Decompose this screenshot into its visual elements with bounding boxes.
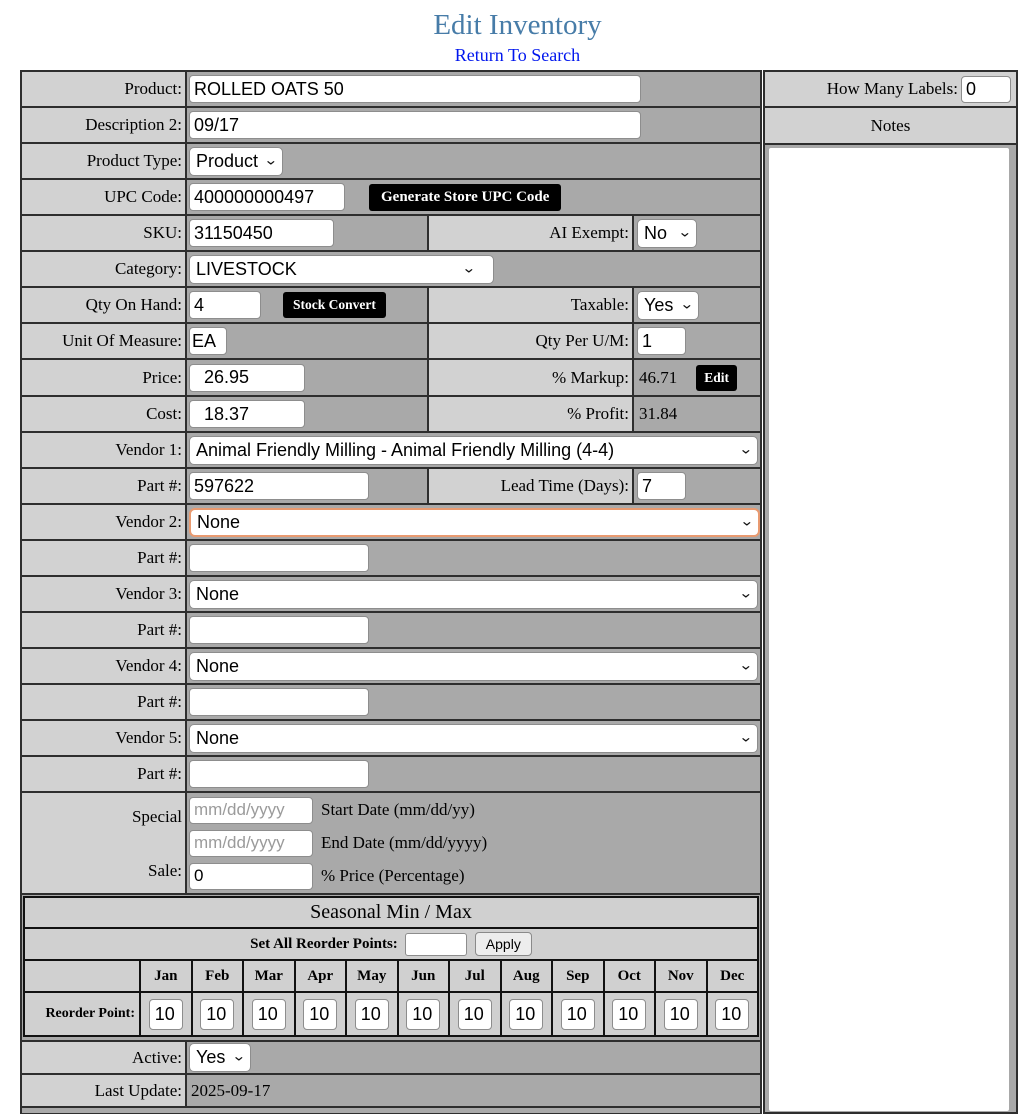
chevron-down-icon: ⌄ xyxy=(231,1047,247,1064)
vendor2-value: None xyxy=(197,511,241,532)
qty-on-hand-row xyxy=(22,288,760,324)
reorder-point-input[interactable] xyxy=(509,999,543,1030)
special-sale-row xyxy=(22,793,760,895)
return-link-wrap xyxy=(0,45,1035,66)
month-header: Apr xyxy=(294,961,346,993)
reorder-point-input[interactable] xyxy=(664,999,698,1030)
month-header: Jan xyxy=(139,961,191,993)
chevron-down-icon: ⌄ xyxy=(738,584,754,601)
vendor5-label: Vendor 5: xyxy=(22,721,187,755)
how-many-labels-label: How Many Labels: xyxy=(826,79,958,98)
chevron-down-icon: ⌄ xyxy=(739,512,755,529)
vendor4-value: None xyxy=(196,655,240,676)
month-header-spacer xyxy=(25,961,139,993)
part4-input[interactable] xyxy=(189,688,369,716)
qty-per-um-input[interactable] xyxy=(637,327,686,355)
part4-row xyxy=(22,685,760,721)
part5-label: Part #: xyxy=(22,757,187,791)
generate-upc-button[interactable]: Generate Store UPC Code xyxy=(369,184,561,211)
category-value: LIVESTOCK xyxy=(196,258,297,279)
notes-header: Notes xyxy=(765,108,1016,145)
sale-end-caption: End Date (mm/dd/yyyy) xyxy=(321,833,488,852)
upc-label: UPC Code: xyxy=(22,180,187,214)
vendor3-row xyxy=(22,577,760,613)
month-header: Jul xyxy=(448,961,500,993)
month-header: Feb xyxy=(191,961,243,993)
profit-label: % Profit: xyxy=(427,397,634,431)
price-row xyxy=(22,360,760,397)
vendor4-select[interactable] xyxy=(189,652,758,681)
part5-input[interactable] xyxy=(189,760,369,788)
month-header: Jun xyxy=(397,961,449,993)
vendor3-select[interactable] xyxy=(189,580,758,609)
unit-of-measure-input[interactable] xyxy=(189,327,227,355)
product-row xyxy=(22,72,760,108)
sale-percent-caption: % Price (Percentage) xyxy=(321,866,465,885)
reorder-point-input[interactable] xyxy=(355,999,389,1030)
reorder-point-input[interactable] xyxy=(458,999,492,1030)
seasonal-title: Seasonal Min / Max xyxy=(25,898,757,929)
ai-exempt-value: No xyxy=(644,222,668,243)
how-many-labels-input[interactable] xyxy=(961,76,1011,103)
upc-input[interactable] xyxy=(189,183,345,211)
lead-time-input[interactable] xyxy=(637,472,686,500)
sku-input[interactable] xyxy=(189,219,334,247)
inventory-form-table xyxy=(20,70,762,1114)
category-row xyxy=(22,252,760,288)
month-header: Dec xyxy=(706,961,758,993)
qty-on-hand-input[interactable] xyxy=(189,291,261,319)
page-title: Edit Inventory xyxy=(433,9,602,41)
month-header: Aug xyxy=(500,961,552,993)
lead-time-label: Lead Time (Days): xyxy=(427,469,634,503)
special-sale-label-top: Special xyxy=(131,807,182,826)
apply-button[interactable]: Apply xyxy=(475,932,532,956)
last-update-label: Last Update: xyxy=(22,1075,187,1106)
ai-exempt-select[interactable] xyxy=(637,219,697,248)
labels-notes-panel xyxy=(763,70,1018,1114)
taxable-label: Taxable: xyxy=(427,288,634,322)
last-update-value: 2025-09-17 xyxy=(191,1080,271,1100)
seasonal-row xyxy=(22,895,760,1042)
part1-input[interactable] xyxy=(189,472,369,500)
vendor2-label: Vendor 2: xyxy=(22,505,187,539)
category-select[interactable] xyxy=(189,255,494,284)
month-header: Sep xyxy=(551,961,603,993)
part3-label: Part #: xyxy=(22,613,187,647)
stock-convert-button[interactable]: Stock Convert xyxy=(283,292,386,318)
price-input[interactable] xyxy=(189,364,305,392)
vendor1-row xyxy=(22,433,760,469)
markup-label: % Markup: xyxy=(427,360,634,395)
clipped-bottom-row xyxy=(22,1108,760,1113)
vendor4-label: Vendor 4: xyxy=(22,649,187,683)
product-type-value: Product xyxy=(196,150,259,171)
reorder-point-input[interactable] xyxy=(149,999,183,1030)
reorder-point-input[interactable] xyxy=(715,999,749,1030)
cost-input[interactable] xyxy=(189,400,305,428)
qty-per-um-label: Qty Per U/M: xyxy=(427,324,634,358)
category-label: Category: xyxy=(22,252,187,286)
reorder-point-input[interactable] xyxy=(252,999,286,1030)
product-type-row xyxy=(22,144,760,180)
sku-label: SKU: xyxy=(22,216,187,250)
reorder-point-label: Reorder Point: xyxy=(45,1006,135,1021)
cost-label: Cost: xyxy=(22,397,187,431)
return-to-search-link[interactable]: Return To Search xyxy=(454,45,581,65)
vendor3-value: None xyxy=(196,583,240,604)
part4-label: Part #: xyxy=(22,685,187,719)
part1-label: Part #: xyxy=(22,469,187,503)
price-label: Price: xyxy=(22,360,187,395)
markup-value: 46.71 xyxy=(639,367,678,387)
part5-row xyxy=(22,757,760,793)
active-label: Active: xyxy=(22,1042,187,1073)
active-select[interactable] xyxy=(189,1043,251,1072)
vendor5-select[interactable] xyxy=(189,724,758,753)
unit-of-measure-label: Unit Of Measure: xyxy=(22,324,187,358)
last-update-row xyxy=(22,1075,760,1108)
vendor2-select[interactable] xyxy=(189,508,760,537)
chevron-down-icon: ⌄ xyxy=(263,151,279,168)
vendor1-label: Vendor 1: xyxy=(22,433,187,467)
chevron-down-icon: ⌄ xyxy=(738,440,754,457)
vendor1-select[interactable] xyxy=(189,436,758,465)
vendor3-label: Vendor 3: xyxy=(22,577,187,611)
sale-end-date-input[interactable] xyxy=(189,830,313,857)
set-all-reorder-label: Set All Reorder Points: xyxy=(250,935,398,952)
description2-row xyxy=(22,108,760,144)
product-input[interactable] xyxy=(189,75,641,103)
part2-label: Part #: xyxy=(22,541,187,575)
vendor5-row xyxy=(22,721,760,757)
set-all-reorder-input[interactable] xyxy=(405,933,467,956)
markup-edit-button[interactable]: Edit xyxy=(696,365,737,391)
chevron-down-icon: ⌄ xyxy=(679,295,695,312)
notes-textarea[interactable] xyxy=(768,147,1010,1112)
vendor5-value: None xyxy=(196,727,240,748)
vendor2-row xyxy=(22,505,760,541)
part2-row xyxy=(22,541,760,577)
cost-row xyxy=(22,397,760,433)
reorder-point-input[interactable] xyxy=(303,999,337,1030)
sku-row xyxy=(22,216,760,252)
taxable-value: Yes xyxy=(644,294,674,315)
part3-input[interactable] xyxy=(189,616,369,644)
reorder-point-input[interactable] xyxy=(561,999,595,1030)
product-label: Product: xyxy=(22,72,187,106)
part2-input[interactable] xyxy=(189,544,369,572)
product-type-label: Product Type: xyxy=(22,144,187,178)
part1-row xyxy=(22,469,760,505)
month-header: Oct xyxy=(603,961,655,993)
chevron-down-icon: ⌄ xyxy=(738,728,754,745)
upc-row xyxy=(22,180,760,216)
description2-input[interactable] xyxy=(189,111,641,139)
vendor4-row xyxy=(22,649,760,685)
vendor1-value: Animal Friendly Milling - Animal Friendly Milling (4-4) xyxy=(196,439,615,460)
sale-start-caption: Start Date (mm/dd/yy) xyxy=(321,800,475,819)
seasonal-table xyxy=(23,896,759,1037)
chevron-down-icon: ⌄ xyxy=(461,259,477,276)
part3-row xyxy=(22,613,760,649)
reorder-point-input[interactable] xyxy=(406,999,440,1030)
product-type-select[interactable] xyxy=(189,147,283,176)
sale-start-date-input[interactable] xyxy=(189,797,313,824)
profit-value: 31.84 xyxy=(639,404,678,423)
special-sale-label-bottom: Sale: xyxy=(148,861,182,880)
description2-label: Description 2: xyxy=(22,108,187,142)
month-header: Nov xyxy=(654,961,706,993)
reorder-point-input[interactable] xyxy=(200,999,234,1030)
sale-percent-input[interactable] xyxy=(189,863,313,890)
unit-of-measure-row xyxy=(22,324,760,360)
active-value: Yes xyxy=(196,1047,226,1067)
taxable-select[interactable] xyxy=(637,291,699,320)
ai-exempt-label: AI Exempt: xyxy=(427,216,634,250)
qty-on-hand-label: Qty On Hand: xyxy=(22,288,187,322)
chevron-down-icon: ⌄ xyxy=(677,223,693,240)
chevron-down-icon: ⌄ xyxy=(738,656,754,673)
active-row xyxy=(22,1042,760,1075)
reorder-point-input[interactable] xyxy=(612,999,646,1030)
month-header: May xyxy=(345,961,397,993)
month-header: Mar xyxy=(242,961,294,993)
